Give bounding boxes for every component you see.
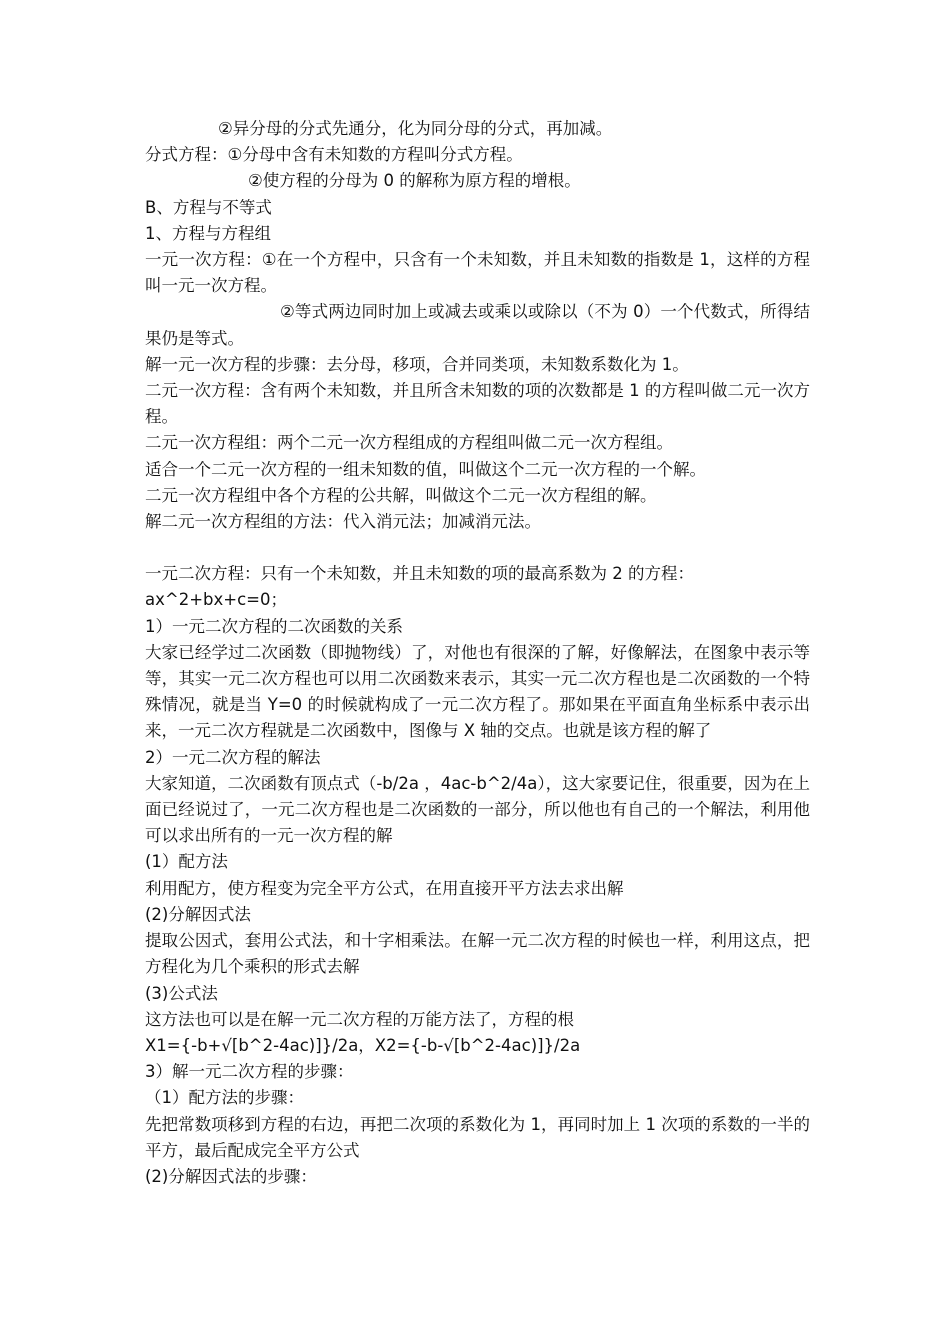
document-body — [145, 116, 810, 1190]
text-line: 分式方程：①分母中含有未知数的方程叫分式方程。 — [145, 145, 523, 165]
subsection-heading: 3）解一元二次方程的步骤： — [145, 1062, 354, 1082]
method-heading: (1）配方法 — [145, 852, 228, 872]
text-line: 利用配方，使方程变为完全平方公式，在用直接开平方法去求出解 — [145, 878, 624, 898]
text-line: 解二元一次方程组的方法：代入消元法；加减消元法。 — [145, 512, 541, 532]
paragraph: ②等式两边同时加上或减去或乘以或除以（不为 0）一个代数式，所得结果仍是等式。 — [145, 302, 810, 348]
paragraph: 先把常数项移到方程的右边，再把二次项的系数化为 1，再同时加上 1 次项的系数的一半的平方，最后配成完全平方公式 — [145, 1114, 810, 1160]
subsection-heading: 1、方程与方程组 — [145, 223, 271, 243]
text-line: 解一元一次方程的步骤：去分母，移项，合并同类项，未知数系数化为 1。 — [145, 354, 689, 374]
paragraph: 二元一次方程：含有两个未知数，并且所含未知数的项的次数都是 1 的方程叫做二元一次方程。 — [145, 381, 810, 427]
formula-line: ax^2+bx+c=0； — [145, 590, 287, 610]
paragraph: 提取公因式，套用公式法，和十字相乘法。在解一元二次方程的时候也一样，利用这点，把方程化为几个乘积的形式去解 — [145, 931, 810, 977]
text-line: 适合一个二元一次方程的一组未知数的值，叫做这个二元一次方程的一个解。 — [145, 459, 706, 479]
text-line: 二元一次方程组中各个方程的公共解，叫做这个二元一次方程组的解。 — [145, 485, 657, 505]
method-heading: (2)分解因式法的步骤： — [145, 1166, 317, 1186]
text-line: 一元二次方程：只有一个未知数，并且未知数的项的最高系数为 2 的方程： — [145, 564, 694, 584]
text-line: ②使方程的分母为 0 的解称为原方程的增根。 — [248, 171, 581, 191]
section-heading: B、方程与不等式 — [145, 197, 272, 217]
method-heading: (2)分解因式法 — [145, 904, 251, 924]
subsection-heading: 2）一元二次方程的解法 — [145, 747, 321, 767]
paragraph: 大家已经学过二次函数（即抛物线）了，对他也有很深的了解，好像解法，在图象中表示等等，其实一元二次方程也可以用二次函数来表示，其实一元二次方程也是二次函数的一个特殊情况，就是当 Y=0 的时候就构成了一元二次方程了。那如果在平面直角坐标系中表示出来，一元二次方程就是二次函数中，图像与 X 轴的交点。也就是该方程的解了 — [145, 642, 810, 741]
text-line: 二元一次方程组：两个二元一次方程组成的方程组叫做二元一次方程组。 — [145, 433, 673, 453]
subsection-heading: 1）一元二次方程的二次函数的关系 — [145, 616, 403, 636]
formula-line: X1={-b+√[b^2-4ac)]}/2a，X2={-b-√[b^2-4ac)]}/2a — [145, 1035, 581, 1055]
paragraph: 一元一次方程：①在一个方程中，只含有一个未知数，并且未知数的指数是 1，这样的方程叫一元一次方程。 — [145, 250, 810, 296]
paragraph: 大家知道，二次函数有顶点式（-b/2a ，4ac-b^2/4a），这大家要记住，很重要，因为在上面已经说过了，一元二次方程也是二次函数的一部分，所以他也有自己的一个解法，利用他可以求出所有的一元一次方程的解 — [145, 773, 810, 846]
text-line: ②异分母的分式先通分，化为同分母的分式，再加减。 — [218, 119, 613, 138]
blank-line — [145, 535, 810, 561]
method-heading: (3)公式法 — [145, 983, 218, 1003]
text-line: 这方法也可以是在解一元二次方程的万能方法了，方程的根 — [145, 1009, 574, 1029]
method-heading: （1）配方法的步骤： — [145, 1088, 304, 1108]
